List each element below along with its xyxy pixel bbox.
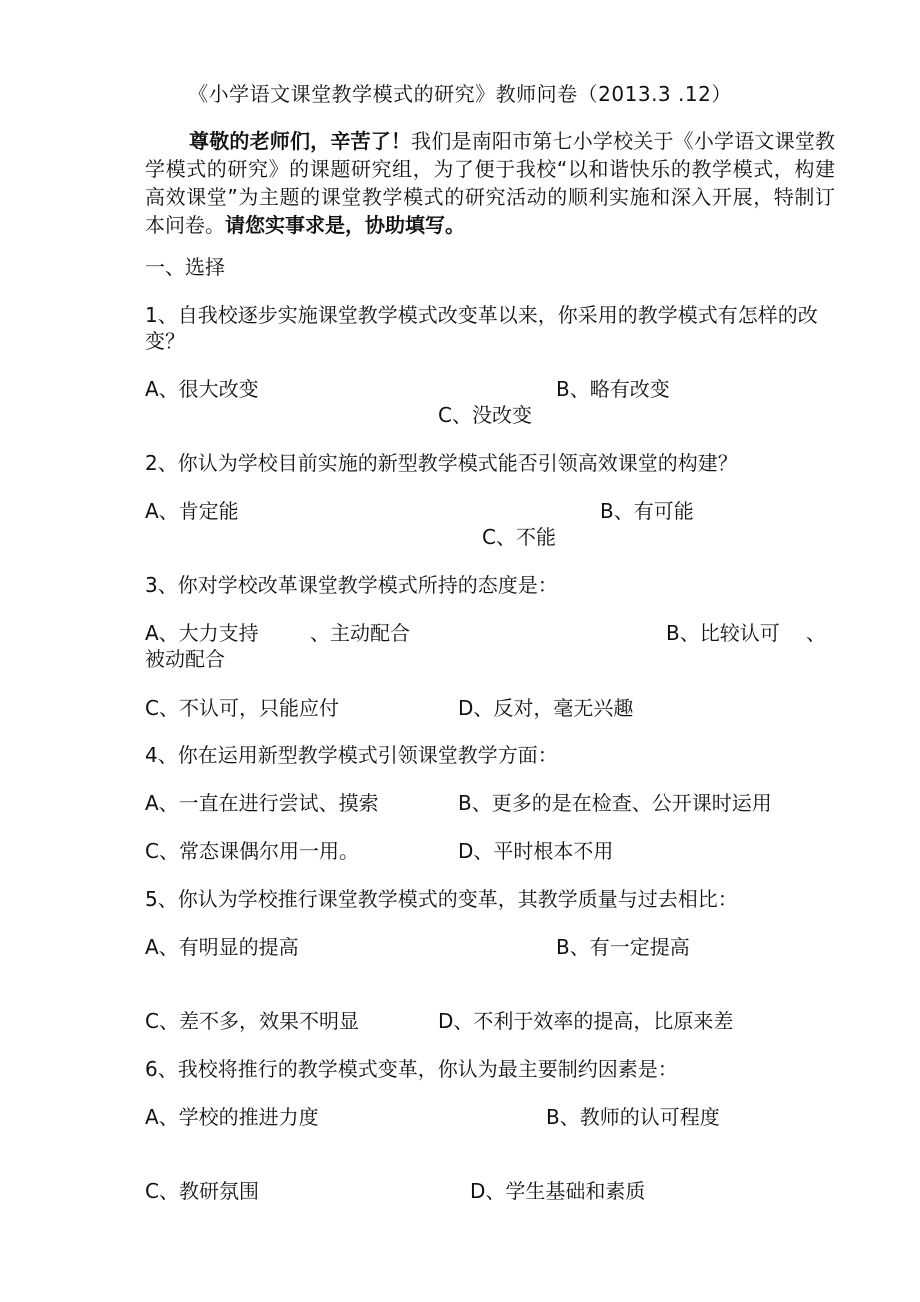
q6-option-b: B、教师的认可程度 — [546, 1105, 720, 1129]
q3-option-d: D、反对，毫无兴趣 — [458, 696, 634, 720]
intro-closing: 请您实事求是，协助填写。 — [225, 213, 465, 237]
q3-option-a: A、大力支持 — [145, 621, 259, 645]
q2-option-b: B、有可能 — [600, 499, 694, 523]
intro-greeting: 尊敬的老师们，辛苦了！ — [189, 129, 412, 153]
q3-option-b2: 被动配合 — [145, 647, 225, 671]
q1-option-b: B、略有改变 — [556, 377, 670, 401]
q3-option-c: C、不认可，只能应付 — [145, 696, 339, 720]
intro-body: 我们是南阳市第七小学校关于《小学语文课堂教学模式的研究》的课题研究组，为了便于我校“以和谐快乐的教学模式，构建高效课堂”为主题的课堂教学模式的研究活动的顺利实施和深入开展，特制订本问卷。 — [145, 129, 836, 237]
question-3: 3、你对学校改革课堂教学模式所持的态度是： — [145, 573, 558, 597]
q4-option-b: B、更多的是在检查、公开课时运用 — [458, 791, 772, 815]
document-title: 《小学语文课堂教学模式的研究》教师问卷（2013.3 .12） — [188, 82, 732, 106]
q5-option-c: C、差不多，效果不明显 — [145, 1009, 359, 1033]
question-1: 1、自我校逐步实施课堂教学模式改变革以来，你采用的教学模式有怎样的改变？ — [145, 303, 818, 353]
q4-option-d: D、平时根本不用 — [458, 839, 614, 863]
q5-option-a: A、有明显的提高 — [145, 935, 299, 959]
q4-option-c: C、常态课偶尔用一用。 — [145, 839, 359, 863]
intro-paragraph — [145, 127, 835, 239]
q3-option-b: B、比较认可 — [666, 621, 780, 645]
question-6: 6、我校将推行的教学模式变革，你认为最主要制约因素是： — [145, 1057, 678, 1081]
q6-option-d: D、学生基础和素质 — [470, 1179, 646, 1203]
q2-option-c: C、不能 — [482, 525, 556, 549]
question-4: 4、你在运用新型教学模式引领课堂教学方面： — [145, 743, 558, 767]
q4-option-a: A、一直在进行尝试、摸索 — [145, 791, 379, 815]
q6-option-c: C、教研氛围 — [145, 1179, 259, 1203]
q6-option-a: A、学校的推进力度 — [145, 1105, 319, 1129]
q3-option-a2: 、主动配合 — [310, 621, 410, 645]
q3-option-b-sep: 、 — [806, 621, 826, 645]
question-5: 5、你认为学校推行课堂教学模式的变革，其教学质量与过去相比： — [145, 887, 738, 911]
q5-option-b: B、有一定提高 — [556, 935, 690, 959]
section-heading: 一、选择 — [145, 255, 225, 279]
q5-option-d: D、不利于效率的提高，比原来差 — [438, 1009, 734, 1033]
question-2: 2、你认为学校目前实施的新型教学模式能否引领高效课堂的构建？ — [145, 451, 738, 475]
q1-option-c: C、没改变 — [438, 403, 532, 427]
q2-option-a: A、肯定能 — [145, 499, 239, 523]
q1-option-a: A、很大改变 — [145, 377, 259, 401]
